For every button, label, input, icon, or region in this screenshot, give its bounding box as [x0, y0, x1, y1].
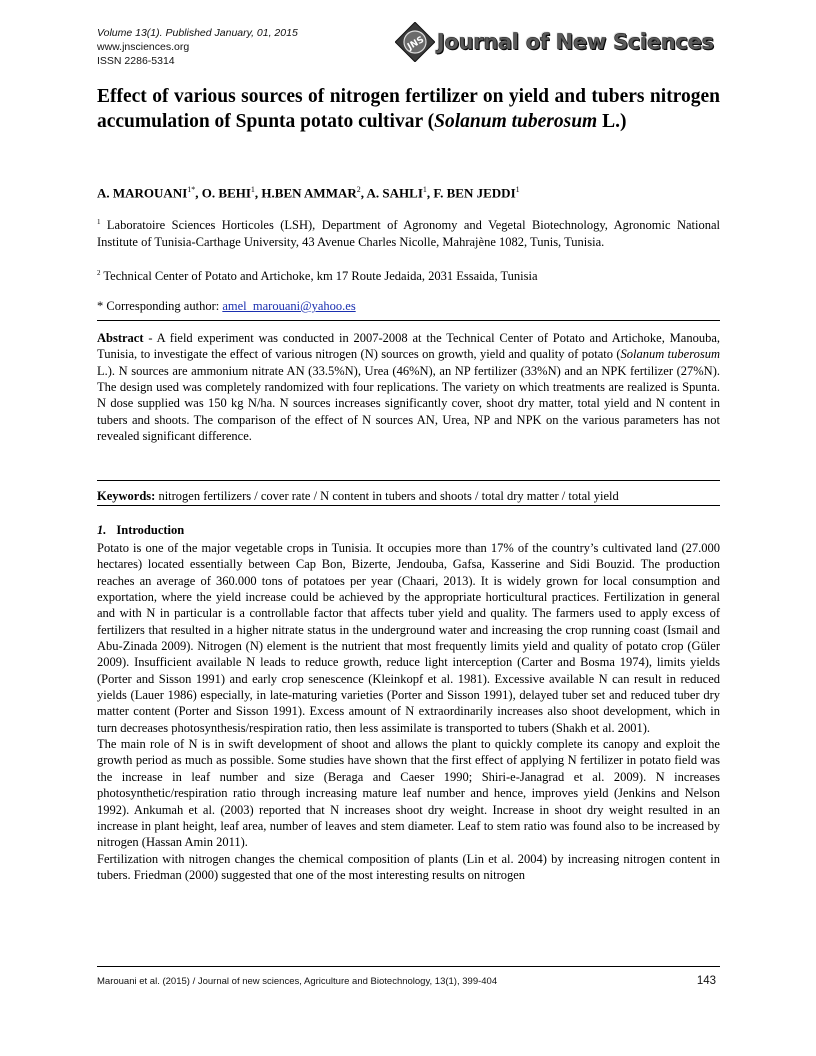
- affiliation-2: $^2$ Technical Center of Potato and Artichoke, km 17 Route Jedaida, 2031 Essaida, Tunisia: [97, 269, 538, 284]
- keywords-label: Keywords:: [97, 489, 156, 503]
- corresponding-author: * Corresponding author: amel_marouani@yahoo.es: [97, 299, 356, 313]
- title-species: Solanum tuberosum: [434, 111, 598, 132]
- page-number: 143: [696, 975, 716, 987]
- volume-info: Volume 13(1). Published January, 01, 2015: [97, 27, 298, 39]
- abstract-label: Abstract: [97, 331, 144, 345]
- title-main: Effect of various sources of nitrogen fertilizer on yield and tubers nitrogen accumulation of Spunta potato cultivar (: [97, 86, 720, 132]
- keywords: Keywords: nitrogen fertilizers / cover rate / N content in tubers and shoots / total dry matter / total yield: [97, 489, 619, 503]
- seal-text: JNS: [405, 35, 427, 53]
- paragraph: The main role of N is in swift development of shoot and allows the plant to quickly complete its canopy and exploit the growth period as much as possible. Some studies have shown that the first effect of applying N fertilizer in potato field was the increase in leaf number and size (Beraga and Caeser 1990; Shiri-e-Janagrad et al. 2009). N increases photosynthetic/respiration ratio through increasing mature leaf number and hence, improves yield (Jenkins and Nelson 1992). Ankumah et al. (2003) reported that N increases shoot dry weight. Increase in shoot dry weight resulted in an increase in plant height, leaf area, number of leaves and stem diameter. Leaf to stem ratio was found also to be increased by nitrogen (Hassan Amin 2011).: [97, 737, 720, 850]
- corresponding-email-link[interactable]: amel_marouani@yahoo.es: [222, 299, 356, 313]
- footer-divider: [97, 966, 720, 967]
- journal-logo: [395, 20, 720, 64]
- divider: [97, 480, 720, 481]
- author-5: , F. BEN JEDDI: [426, 185, 516, 201]
- author-list: A. $MAROUANI^{1*}$, O. BEHI$^1$, H.BEN AMMAR$^2$, A. SAHLI$^1$, F. BEN JEDDI$^1$: [97, 185, 520, 201]
- journal-header-meta: [97, 26, 298, 68]
- author-3: , H.BEN AMMAR: [254, 185, 357, 201]
- paper-title: [97, 84, 720, 134]
- issn: ISSN 2286-5314: [97, 55, 175, 67]
- paragraph: Potato is one of the major vegetable crops in Tunisia. It occupies more than 17% of the country’s cultivated land (27.000 hectares) located essentially between Cap Bon, Bizerte, Jendouba, Gafsa, Kasserine and Sidi Bouzid. The production reaches an average of 360.000 tons of potatoes per year (Chaari, 2013). It is widely grown for local consumption and exportation, where the yield increase could be achieved by the appropriate horticultural practices. Fertilization in general and with N in particular is a controllable factor that affects tuber yield and quality. The farmers used to apply excess of fertilizers that resulted in a higher nitrate status in the underground water and increasing the crop running coast (Ismail and Abu-Zinada 2009). Nitrogen (N) element is the nutrient that most frequently limits yield and quality of potato crop (Güler 2009). Insufficient available N leads to reduce growth, reduce light interception (Carter and Bosma 1974), limits yields (Porter and Sisson 1991) and early crop senescence (Kleinkopf et al. 1981). Excessive available N can result in reduced yields (Lauer 1986) especially, in late-maturing varieties (Porter and Sisson 1991), delayed tuber set and reduced tuber dry matter content (Porter and Sisson 1991). Excess amount of N extraordinarily increases also shoot development, which in turn decreases photosynthesis/respiration ratio, then less assimilate is transported to tubers (Shakh et al. 2001).: [97, 541, 720, 735]
- journal-name: Journal of New Sciences: [437, 30, 714, 54]
- divider: [97, 505, 720, 506]
- jns-seal-icon: [395, 22, 435, 62]
- website-link[interactable]: www.jnsciences.org: [97, 41, 190, 53]
- abstract: Abstract - A field experiment was conducted in 2007-2008 at the Technical Center of Potato and Artichoke, Manouba, Tunisia, to investigate the effect of various nitrogen (N) sources on growth, yield and quality of potato (Solanum tuberosum L.). N sources are ammonium nitrate AN (33.5%N), Urea (46%N), an NP fertilizer (33%N) and an NPK fertilizer (27%N). The design used was completely randomized with four replications. The variety on which treatments are realized is Spunta. N dose supplied was 150 kg N/ha. N sources increases significantly cover, shoot dry matter, total yield and N content in tubers and shoots. The comparison of the effect of N sources AN, Urea, NP and NPK on the various parameters has not revealed significant difference.: [97, 331, 720, 444]
- author-4: , A. SAHLI: [360, 185, 423, 201]
- introduction-body: [97, 540, 720, 883]
- divider: [97, 320, 720, 321]
- author-2: , O. BEHI: [195, 185, 251, 201]
- paragraph: Fertilization with nitrogen changes the chemical composition of plants (Lin et al. 2004) by increasing nitrogen content in tubers. Friedman (2000) suggested that one of the most interesting results on nitrogen: [97, 851, 720, 882]
- affiliation-1: $^1$ Laboratoire Sciences Horticoles (LSH), Department of Agronomy and Vegetal Biotechnology, Agronomic National Institute of Tunisia-Carthage University, 43 Avenue Charles Nicolle, Mahrajène 1082, Tunis, Tunisia.: [97, 218, 720, 250]
- page-footer: [97, 975, 720, 987]
- author-1: A. MAROUANI: [97, 185, 188, 201]
- section-heading-introduction: 1. Introduction: [97, 523, 185, 537]
- title-suffix: L.): [597, 111, 627, 132]
- footer-citation: Marouani et al. (2015) / Journal of new sciences, Agriculture and Biotechnology, 13(1), 399-404: [97, 976, 498, 987]
